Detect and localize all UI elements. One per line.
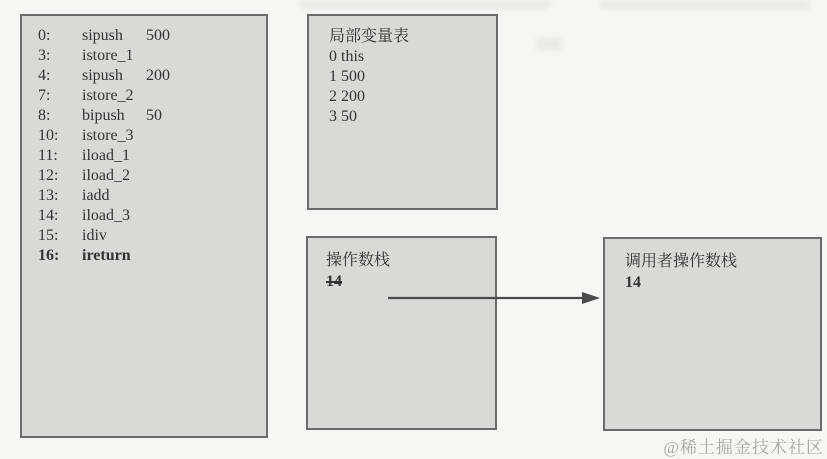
bytecode-address: 7: [38,87,51,104]
bytecode-address: 13: [38,187,59,204]
caller-operand-stack-panel [603,237,822,431]
local-var-entry: 2 200 [329,88,365,105]
bytecode-operand: 200 [146,67,170,84]
bytecode-mnemonic: ireturn [82,247,131,264]
bytecode-address: 3: [38,47,51,64]
bytecode-mnemonic: iload_2 [82,167,130,184]
bytecode-operand: 50 [146,107,162,124]
bytecode-line [38,206,258,226]
bytecode-mnemonic: bipush [82,107,125,124]
bytecode-line [38,106,258,126]
transfer-arrow [386,288,604,308]
local-variable-table-panel [307,14,498,210]
bytecode-address: 14: [38,207,59,224]
bytecode-mnemonic: sipush [82,27,123,44]
arrowhead-icon [582,292,600,304]
scan-artifact [300,0,550,9]
bytecode-address: 16: [38,247,60,264]
bytecode-line [38,66,258,86]
bytecode-mnemonic: iadd [82,187,110,204]
caller-operand-stack-value: 14 [625,274,641,291]
bytecode-operand: 500 [146,27,170,44]
bytecode-line [38,126,258,146]
operand-stack-popped-value: 14 [326,273,342,290]
bytecode-mnemonic: istore_3 [82,127,134,144]
bytecode-mnemonic: iload_1 [82,147,130,164]
bytecode-mnemonic: idiv [82,227,107,244]
bytecode-panel [20,14,268,438]
bytecode-line [38,166,258,186]
bytecode-line [38,26,258,46]
local-var-entry: 3 50 [329,108,357,125]
local-var-entry: 0 this [329,48,365,65]
bytecode-line [38,186,258,206]
watermark: @稀土掘金技术社区 [663,438,824,457]
bytecode-address: 12: [38,167,59,184]
bytecode-mnemonic: sipush [82,67,123,84]
bytecode-address: 0: [38,27,51,44]
scan-artifact [536,38,562,50]
bytecode-line [38,226,258,246]
bytecode-line [38,46,258,66]
operand-stack-title: 操作数栈 [326,252,391,269]
bytecode-mnemonic: iload_3 [82,207,130,224]
bytecode-address: 10: [38,127,59,144]
bytecode-address: 8: [38,107,51,124]
local-variable-table-title: 局部变量表 [329,28,410,45]
bytecode-address: 11: [38,147,58,164]
bytecode-line [38,86,258,106]
bytecode-mnemonic: istore_1 [82,47,134,64]
operand-stack-panel [306,236,497,430]
bytecode-line-current [38,246,258,266]
bytecode-line [38,146,258,166]
bytecode-address: 4: [38,67,51,84]
local-var-entry: 1 500 [329,68,365,85]
scan-artifact [600,0,810,9]
bytecode-mnemonic: istore_2 [82,87,134,104]
bytecode-address: 15: [38,227,59,244]
caller-operand-stack-title: 调用者操作数栈 [625,253,738,270]
